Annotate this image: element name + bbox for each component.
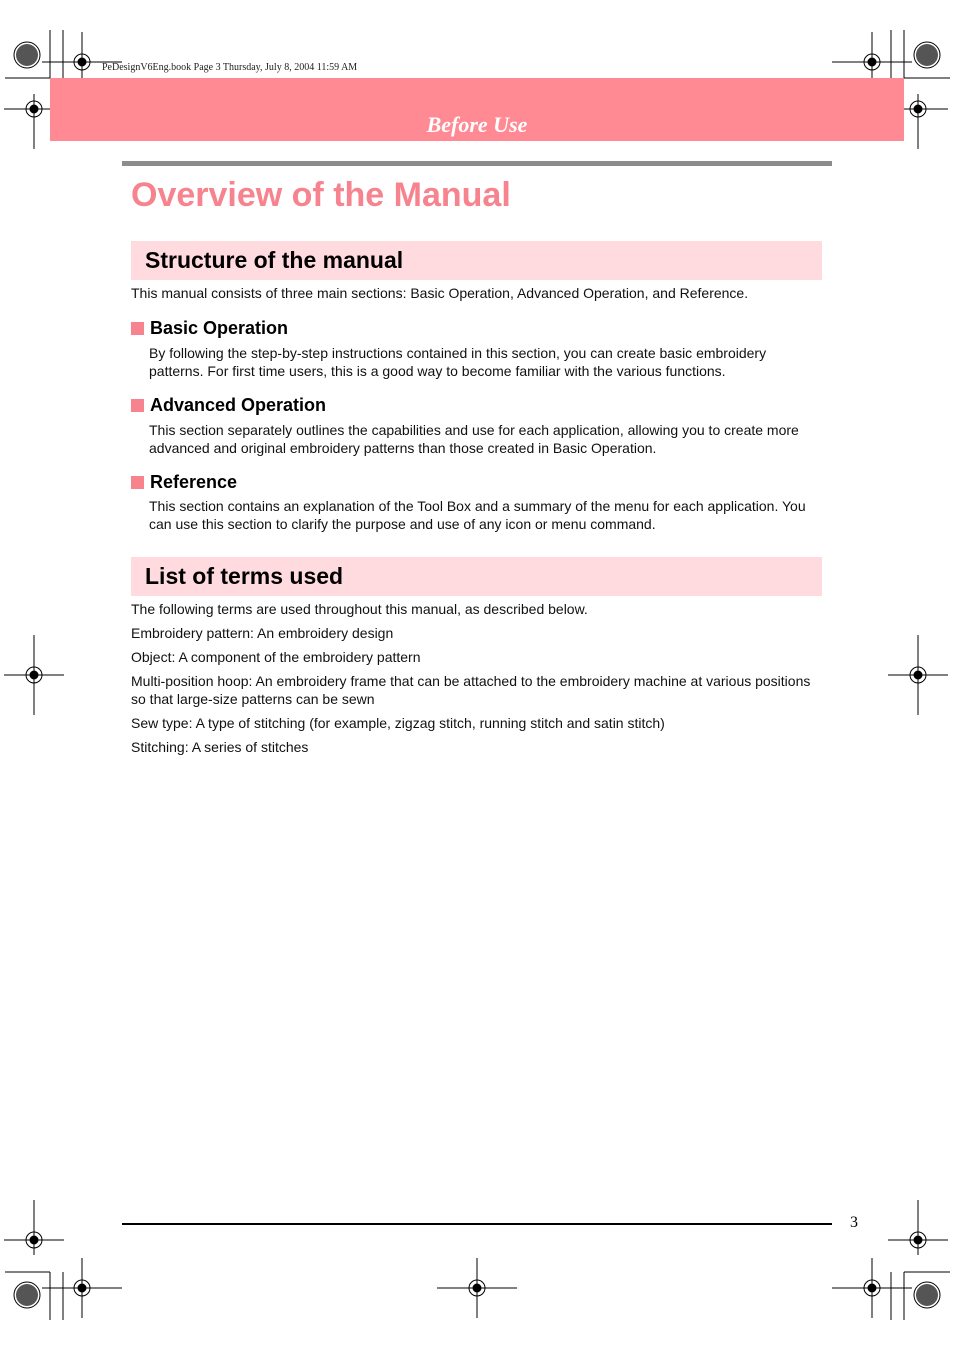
subsection-title: Advanced Operation <box>150 395 327 415</box>
terms-intro: The following terms are used throughout this manual, as described below. <box>131 601 588 617</box>
subsection-basic-operation <box>131 318 288 339</box>
term-item: Sew type: A type of stitching (for example, zigzag stitch, running stitch and satin stitch) <box>131 715 665 731</box>
subsection-title: Reference <box>150 472 238 492</box>
square-bullet-icon <box>131 399 144 412</box>
text-line: patterns. For first time users, this is a good way to become familiar with the various functions. <box>149 362 726 379</box>
term-item: Embroidery pattern: An embroidery design <box>131 625 394 641</box>
square-bullet-icon <box>131 476 144 489</box>
square-bullet-icon <box>131 322 144 335</box>
text-line: can use this section to clarify the purpose and use of any icon or menu command. <box>149 515 656 532</box>
section-title-structure: Structure of the manual <box>145 247 404 273</box>
structure-intro: This manual consists of three main sections: Basic Operation, Advanced Operation, and Reference. <box>131 285 749 301</box>
subsection-title: Basic Operation <box>150 318 289 338</box>
term-item <box>131 673 810 708</box>
section-title-terms: List of terms used <box>145 563 344 589</box>
reference-text <box>149 498 806 533</box>
term-item: Object: A component of the embroidery pattern <box>131 649 421 665</box>
text-line: This section contains an explanation of the Tool Box and a summary of the menu for each application. You <box>149 498 806 514</box>
subsection-reference <box>131 472 237 493</box>
subsection-advanced-operation <box>131 395 326 416</box>
text-line: This section separately outlines the capabilities and use for each application, allowing you to create more <box>149 422 799 438</box>
text-line: advanced and original embroidery patterns than those created in Basic Operation. <box>149 439 657 456</box>
basic-operation-text <box>149 345 766 380</box>
term-item: Stitching: A series of stitches <box>131 739 309 755</box>
text-line: By following the step-by-step instructions contained in this section, you can create basic embroidery <box>149 345 767 361</box>
text-line: Multi-position hoop: An embroidery frame that can be attached to the embroidery machine at various positions <box>131 673 811 689</box>
page-number: 3 <box>850 1214 858 1231</box>
bottom-rule <box>122 1223 832 1225</box>
print-info: PeDesignV6Eng.book Page 3 Thursday, July 8, 2004 11:59 AM <box>102 62 358 73</box>
text-line: so that large-size patterns can be sewn <box>131 690 375 707</box>
page-title: Overview of the Manual <box>131 176 511 214</box>
advanced-operation-text <box>149 422 799 457</box>
header-title: Before Use <box>426 112 528 137</box>
top-rule <box>122 161 832 166</box>
